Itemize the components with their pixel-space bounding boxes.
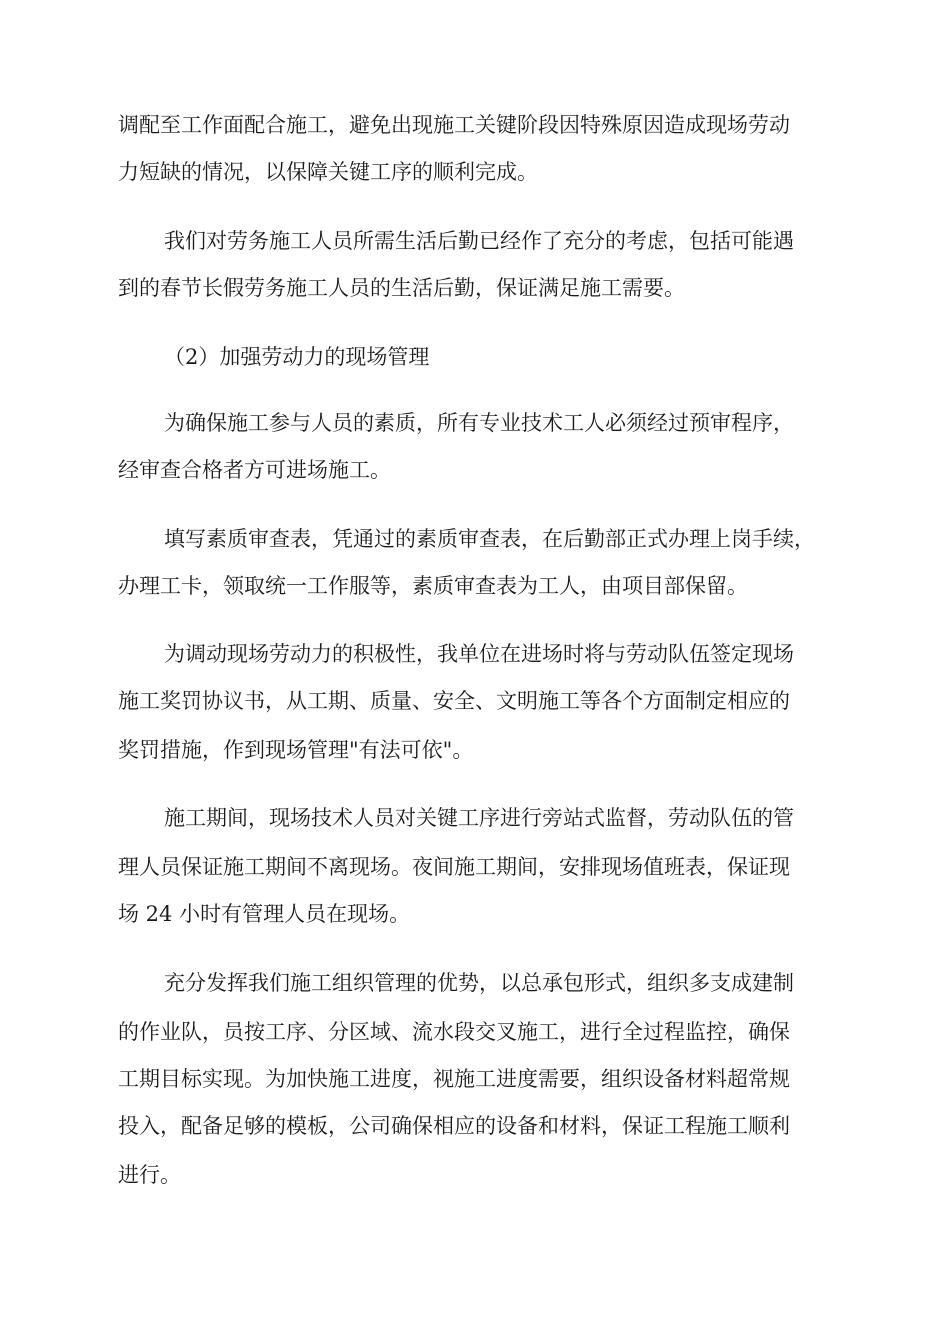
paragraph-line: 的作业队，员按工序、分区域、流水段交叉施工，进行全过程监控，确保	[118, 1020, 790, 1044]
paragraph-line: 调配至工作面配合施工，避免出现施工关键阶段因特殊原因造成现场劳动	[118, 113, 790, 137]
paragraph-line: 理人员保证施工期间不离现场。夜间施工期间，安排现场值班表，保证现	[118, 855, 790, 879]
paragraph-line: 为调动现场劳动力的积极性，我单位在进场时将与劳动队伍签定现场	[164, 642, 794, 666]
paragraph-line: 工期目标实现。为加快施工进度，视施工进度需要，组织设备材料超常规	[118, 1067, 790, 1091]
paragraph-line: 我们对劳务施工人员所需生活后勤已经作了充分的考虑，包括可能遇	[164, 229, 794, 253]
paragraph-line: 到的春节长假劳务施工人员的生活后勤，保证满足施工需要。	[118, 276, 685, 300]
paragraph-line: 为确保施工参与人员的素质，所有专业技术工人必须经过预审程序，	[164, 411, 794, 435]
paragraph-line: 力短缺的情况，以保障关键工序的顺利完成。	[118, 160, 538, 184]
paragraph-line: 场 24 小时有管理人员在现场。	[118, 902, 411, 926]
paragraph-line: 经审查合格者方可进场施工。	[118, 458, 391, 482]
paragraph-line: 投入，配备足够的模板，公司确保相应的设备和材料，保证工程施工顺利	[118, 1114, 790, 1138]
paragraph-line: 办理工卡，领取统一工作服等，素质审查表为工人，由项目部保留。	[118, 574, 748, 598]
paragraph-line: 施工奖罚协议书，从工期、质量、安全、文明施工等各个方面制定相应的	[118, 689, 790, 713]
paragraph-line: 施工期间，现场技术人员对关键工序进行旁站式监督，劳动队伍的管	[164, 806, 794, 830]
section-heading: （2）加强劳动力的现场管理	[164, 345, 430, 369]
paragraph-line: 奖罚措施，作到现场管理"有法可依"。	[118, 738, 474, 762]
paragraph-line: 进行。	[118, 1163, 181, 1187]
paragraph-line: 填写素质审查表，凭通过的素质审查表，在后勤部正式办理上岗手续，	[164, 527, 815, 551]
paragraph-line: 充分发挥我们施工组织管理的优势，以总承包形式，组织多支成建制	[164, 971, 794, 995]
